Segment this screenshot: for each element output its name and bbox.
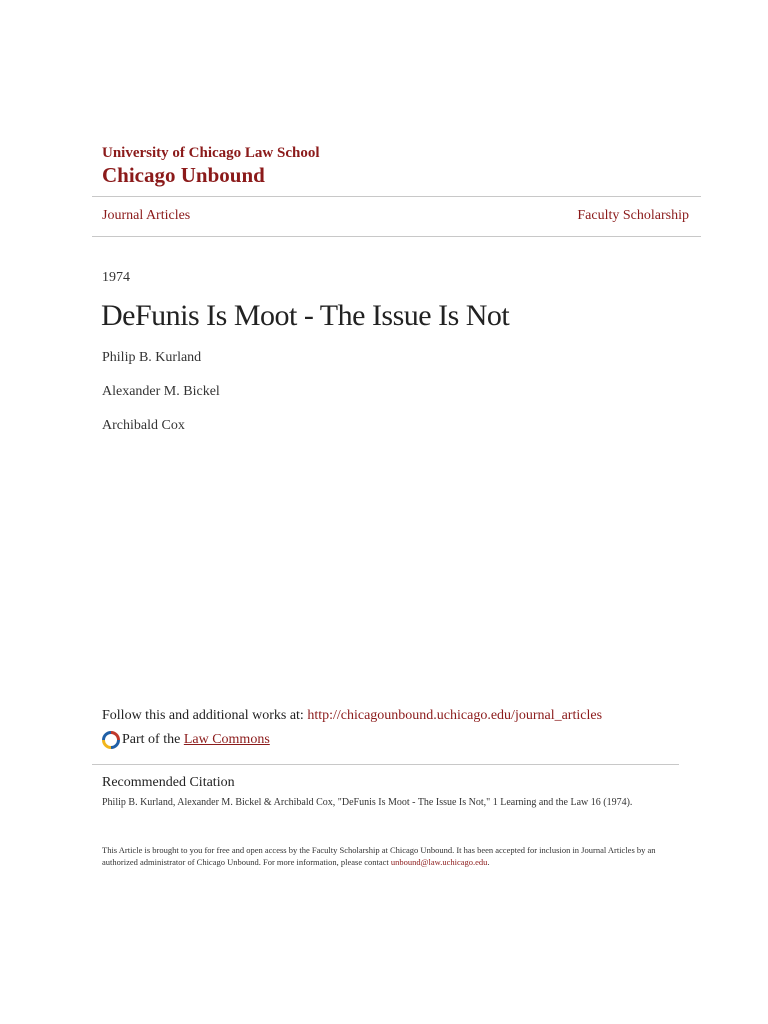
access-notice-end: . [487,857,490,867]
author-name: Alexander M. Bickel [102,384,220,399]
divider-bottom [92,236,701,237]
publication-year: 1974 [102,270,130,285]
access-notice [102,844,662,868]
follow-prefix: Follow this and additional works at: [102,708,308,723]
divider-top [92,196,701,197]
part-of-prefix: Part of the [122,732,181,747]
header [102,144,702,188]
faculty-scholarship-link[interactable]: Faculty Scholarship [577,208,689,223]
author-name: Archibald Cox [102,418,185,433]
follow-line [102,707,602,725]
article-title: DeFunis Is Moot - The Issue Is Not [101,299,510,332]
access-notice-text: This Article is brought to you for free and open access by the Faculty Scholarship at Chicago Unbound. It has been accepted for inclusion in Journal Articles by an authorized administrator of Chicago Unbound. For more information, please contact [102,845,656,867]
repository-name[interactable]: Chicago Unbound [102,163,265,187]
journal-articles-url-link[interactable]: http://chicagounbound.uchicago.edu/journal_articles [307,708,603,723]
recommended-citation-heading: Recommended Citation [102,775,235,790]
recommended-citation-text: Philip B. Kurland, Alexander M. Bickel & Archibald Cox, "DeFunis Is Moot - The Issue Is Not," 1 Learning and the Law 16 (1974). [102,797,633,808]
contact-email-link[interactable]: unbound@law.uchicago.edu [390,857,488,867]
part-of-line [102,730,270,750]
journal-articles-link[interactable]: Journal Articles [102,208,191,223]
commons-icon [102,731,120,749]
author-name: Philip B. Kurland [102,350,202,365]
divider-citation [92,764,679,765]
law-commons-link[interactable]: Law Commons [183,732,270,747]
institution-name[interactable]: University of Chicago Law School [102,145,320,161]
